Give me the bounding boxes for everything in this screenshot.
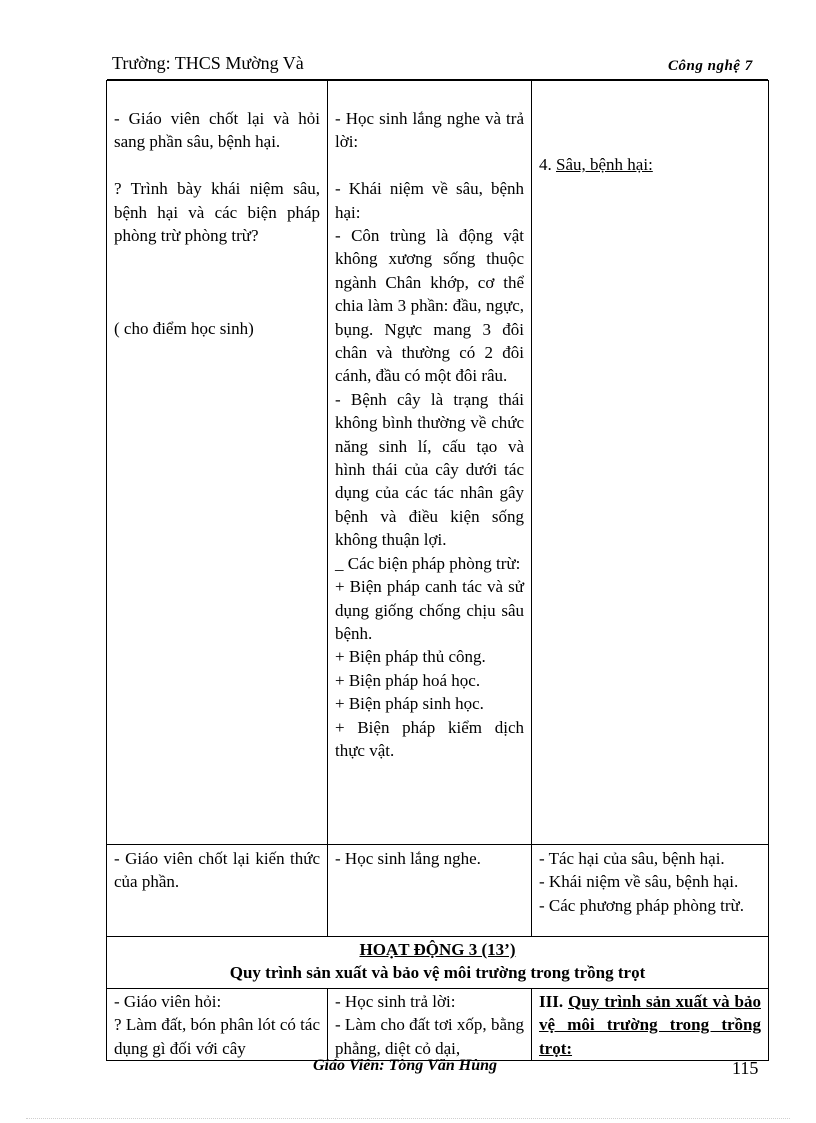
student-cell	[328, 81, 532, 845]
content-text: - Các phương pháp phòng trừ.	[539, 895, 744, 915]
school-name: Trường: THCS Mường Và	[112, 53, 304, 73]
student-text: - Học sinh trả lời:	[335, 992, 456, 1011]
page-number: 115	[732, 1058, 759, 1078]
student-text: - Học sinh lắng nghe.	[335, 849, 481, 868]
table-row	[107, 845, 769, 937]
teacher-note: ( cho điểm học sinh)	[114, 319, 254, 339]
section-title: Quy trình sản xuất và bảo vệ môi trường trong trồng trọt	[229, 963, 646, 982]
content-prefix: 4.	[539, 155, 556, 174]
student-text: - Côn trùng là động vật không xương sống thuộc ngành Chân khớp, cơ thể chia làm 3 phần: đầu, ngực, bụng. Ngực mang 3 đôi chân và thường có 2 đôi cánh, đầu có một đôi râu.	[335, 226, 524, 386]
student-text: - Học sinh lắng nghe và trả lời:	[335, 109, 524, 152]
teacher-text: - Giáo viên chốt lại và hỏi sang phần sâu, bệnh hại.	[114, 109, 320, 152]
teacher-cell	[107, 81, 328, 845]
student-text: + Biện pháp kiểm dịch thực vật.	[335, 717, 524, 760]
lesson-table	[106, 80, 769, 1061]
content-text: - Khái niệm về sâu, bệnh hại.	[539, 872, 739, 892]
teacher-question: ? Làm đất, bón phân lót có tác dụng gì đối với cây	[114, 1015, 320, 1058]
student-cell	[328, 845, 532, 937]
content-heading	[539, 990, 761, 1060]
table-row	[107, 81, 769, 845]
teacher-text: - Giáo viên hỏi:	[114, 992, 222, 1011]
student-text: + Biện pháp canh tác và sử dụng giống chống chịu sâu bệnh.	[335, 577, 524, 643]
student-text: + Biện pháp thủ công.	[335, 647, 486, 667]
content-title: Sâu, bệnh hại:	[556, 155, 653, 174]
teacher-cell	[107, 845, 328, 937]
table-row	[107, 937, 769, 989]
table-row	[107, 989, 769, 1061]
content-prefix: III.	[539, 992, 569, 1011]
teacher-question: ? Trình bày khái niệm sâu, bệnh hại và các biện pháp phòng trừ phòng trừ?	[114, 179, 320, 246]
page-edge-divider	[26, 1118, 790, 1119]
student-text: - Khái niệm về sâu, bệnh hại:	[335, 179, 524, 222]
content-cell	[532, 845, 769, 937]
section-heading: HOẠT ĐỘNG 3 (13’)	[359, 940, 516, 959]
teacher-text: - Giáo viên chốt lại kiến thức của phần.	[114, 849, 320, 892]
student-text: + Biện pháp hoá học.	[335, 670, 481, 690]
content-heading	[539, 153, 761, 176]
teacher-signature: Giáo Viên: Tòng Văn Hùng	[313, 1057, 498, 1074]
student-cell	[328, 989, 532, 1061]
content-cell	[532, 989, 769, 1061]
section-cell	[107, 937, 769, 989]
subject-name: Công nghệ 7	[668, 58, 753, 74]
teacher-cell	[107, 989, 328, 1061]
student-text: _ Các biện pháp phòng trừ:	[335, 553, 521, 573]
student-text: - Làm cho đất tơi xốp, bằng phẳng, diệt cỏ dại,	[335, 1015, 524, 1058]
student-text: - Bệnh cây là trạng thái không bình thường về chức năng sinh lí, cấu tạo và hình thái của cây dưới tác dụng của các tác nhân gây bệnh và điều kiện sống không thuận lợi.	[335, 389, 524, 550]
content-cell	[532, 81, 769, 845]
content-title: Quy trình sản xuất và bảo vệ môi trường trong trồng trọt:	[539, 992, 761, 1058]
student-text: + Biện pháp sinh học.	[335, 694, 484, 714]
content-text: - Tác hại của sâu, bệnh hại.	[539, 849, 725, 868]
